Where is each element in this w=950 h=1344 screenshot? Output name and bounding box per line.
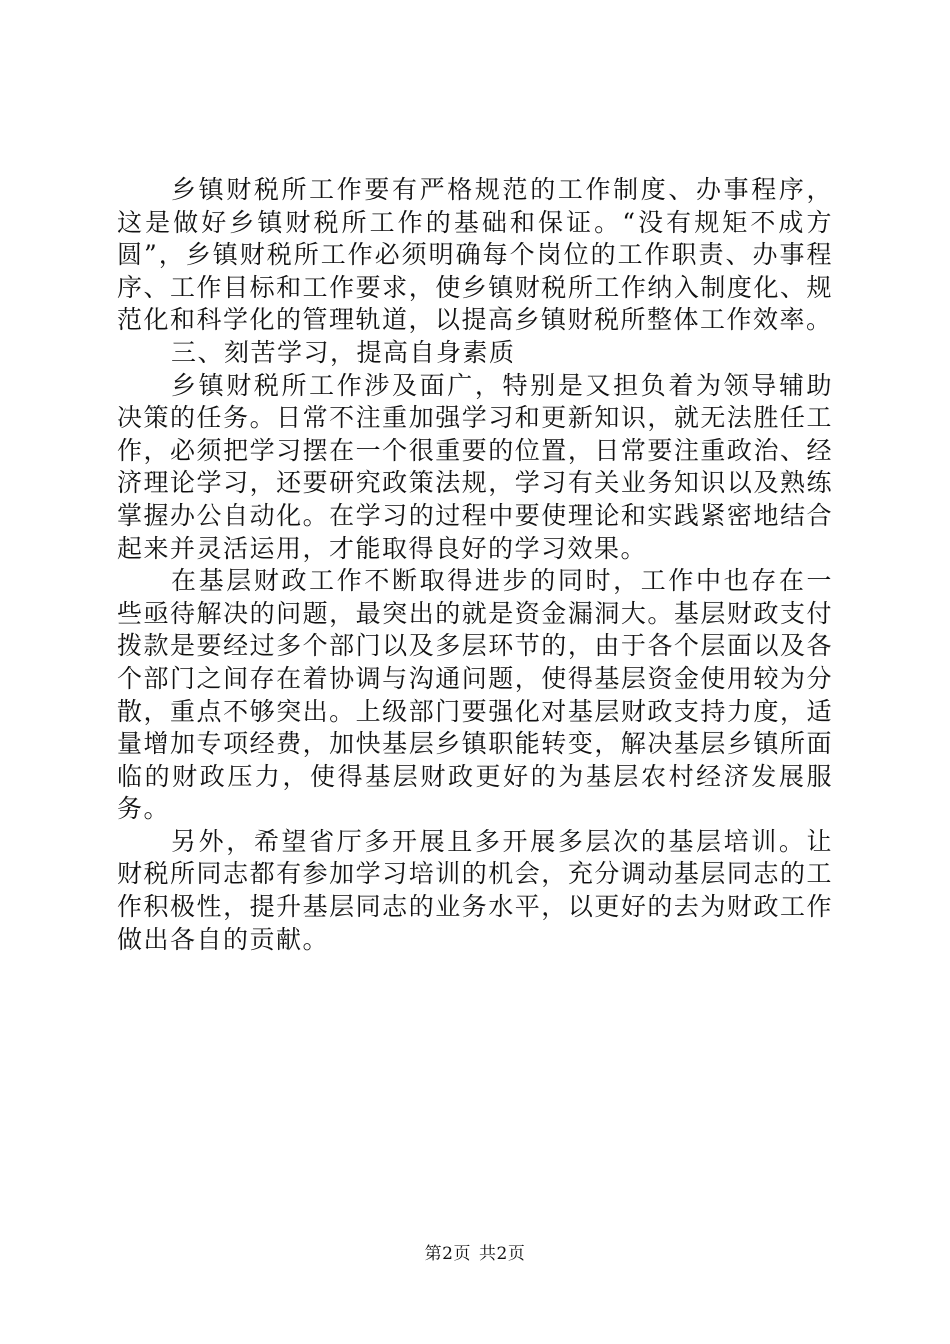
paragraph-study: 乡镇财税所工作涉及面广，特别是又担负着为领导辅助决策的任务。日常不注重加强学习和更新知识，就无法胜任工作，必须把学习摆在一个很重要的位置，日常要注重政治、经济理论学习，还要研究政策法规，学习有关业务知识以及熟练掌握办公自动化。在学习的过程中要使理论和实践紧密地结合起来并灵活运用，才能取得良好的学习效果。 — [117, 370, 833, 563]
page-total: 共2页 — [479, 1244, 526, 1264]
paragraph-work-system: 乡镇财税所工作要有严格规范的工作制度、办事程序，这是做好乡镇财税所工作的基础和保证。“没有规矩不成方圆”，乡镇财税所工作必须明确每个岗位的工作职责、办事程序、工作目标和工作要求，使乡镇财税所工作纳入制度化、规范化和科学化的管理轨道，以提高乡镇财税所整体工作效率。 — [117, 175, 833, 335]
page-number: 第2页 — [424, 1244, 471, 1264]
document-body — [117, 174, 833, 956]
section-heading-study: 三、刻苦学习，提高自身素质 — [171, 337, 516, 367]
page-footer — [0, 1243, 950, 1265]
paragraph-funding-issues: 在基层财政工作不断取得进步的同时，工作中也存在一些亟待解决的问题，最突出的就是资金漏洞大。基层财政支付拨款是要经过多个部门以及多层环节的，由于各个层面以及各个部门之间存在着协调与沟通问题，使得基层资金使用较为分散，重点不够突出。上级部门要强化对基层财政支持力度，适量增加专项经费，加快基层乡镇职能转变，解决基层乡镇所面临的财政压力，使得基层财政更好的为基层农村经济发展服务。 — [117, 566, 833, 824]
paragraph-training: 另外，希望省厅多开展且多开展多层次的基层培训。让财税所同志都有参加学习培训的机会，充分调动基层同志的工作积极性，提升基层同志的业务水平，以更好的去为财政工作做出各自的贡献。 — [117, 826, 833, 954]
